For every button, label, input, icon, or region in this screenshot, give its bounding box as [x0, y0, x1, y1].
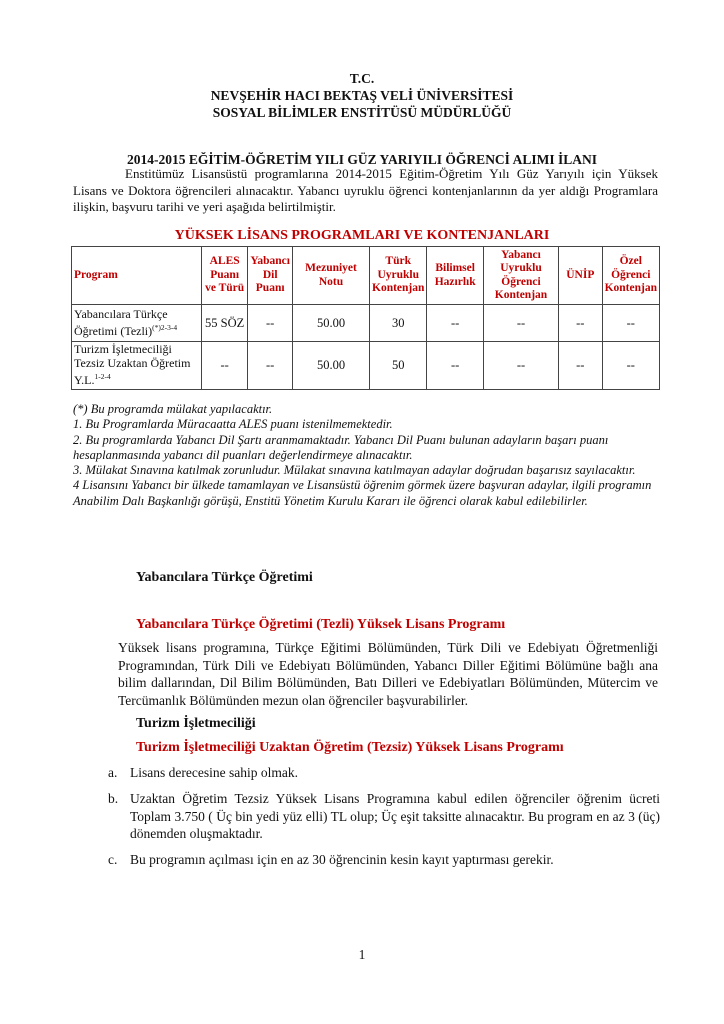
program-name: Yabancılara Türkçe Öğretimi (Tezli) — [74, 306, 168, 338]
cell-unip: -- — [559, 342, 603, 390]
col-header-special-quota: Özel Öğrenci Kontenjan — [602, 247, 659, 305]
institution-header — [0, 70, 724, 121]
list-item-label: c. — [108, 852, 118, 868]
table-header-row — [72, 247, 660, 305]
intro-paragraph — [73, 166, 658, 216]
col-header-scientific-prep: Bilimsel Hazırlık — [427, 247, 483, 305]
footnotes — [73, 402, 658, 509]
cell-ales: 55 SÖZ — [201, 305, 247, 342]
footnote: 2. Bu programlarda Yabancı Dil Şartı aranmamaktadır. Yabancı Dil Puanı bulunan adayların başarı puanı hesaplanmasında yabancı dil puanları değerlendirmeye alınacaktır. — [73, 432, 609, 462]
table-row — [72, 342, 660, 390]
col-header-ales: ALES Puanı ve Türü — [201, 247, 247, 305]
header-line-university: NEVŞEHİR HACI BEKTAŞ VELİ ÜNİVERSİTESİ — [210, 88, 514, 103]
header-line-tc: T.C. — [349, 71, 375, 86]
cell-program — [72, 305, 202, 342]
cell-special-quota: -- — [602, 305, 659, 342]
list-item — [108, 851, 660, 869]
cell-scientific-prep: -- — [427, 305, 483, 342]
cell-ales: -- — [201, 342, 247, 390]
col-header-language: Yabancı Dil Puanı — [248, 247, 293, 305]
col-header-unip: ÜNİP — [559, 247, 603, 305]
footnote: 4 Lisansını Yabancı bir ülkede tamamlayan ve Lisansüstü öğrenim görmek üzere başvuran adaylar, ilgili programın Anabilim Dalı Başkanlığı görüşü, Enstitü Yönetim Kurulu Kararı ile öğrenci olarak kabul edilebilirler. — [73, 478, 652, 508]
cell-scientific-prep: -- — [427, 342, 483, 390]
cell-graduation: 50.00 — [292, 305, 369, 342]
cell-foreign-quota: -- — [483, 305, 558, 342]
list-item-text: Uzaktan Öğretim Tezsiz Yüksek Lisans Programına kabul edilen öğrenciler öğrenim ücreti Toplam 3.750 ( Üç bin yedi yüz elli) TL olup; Üç eşit taksitte alınacaktır. Bu program en az 3 (üç) dönemden oluşmaktadır. — [130, 790, 660, 842]
list-item-text: Lisans derecesine sahip olmak. — [130, 765, 298, 780]
col-header-program: Program — [72, 247, 202, 305]
table-row — [72, 305, 660, 342]
cell-program — [72, 342, 202, 390]
program-description: Yüksek lisans programına, Türkçe Eğitimi Bölümünden, Türk Dili ve Edebiyatı Öğretmenliği Programından, Türk Dili ve Edebiyatı Bölümünden, Yabancı Diller Eğitimi Bölümüne bağlı ana bilim dallarından, Dil Bilim Bölümünden, Batı Dilleri ve Edebiyatları Bölümünden, Mütercim ve Tercümanlık Bölümünden mezun olan öğrenciler başvurabilirler. — [118, 640, 658, 708]
list-item-label: a. — [108, 765, 118, 780]
quota-table — [71, 246, 660, 390]
page-number: 1 — [358, 947, 366, 962]
list-item-text: Bu programın açılması için en az 30 öğrencinin kesin kayıt yaptırması gerekir. — [130, 852, 554, 868]
footnote: 1. Bu Programlarda Müracaatta ALES puanı istenilmemektedir. — [73, 417, 393, 432]
program-name: Turizm İşletmeciliği Tezsiz Uzaktan Öğretim Y.L. — [74, 342, 191, 387]
announcement-title: 2014-2015 EĞİTİM-ÖĞRETİM YILI GÜZ YARIYILI ÖĞRENCİ ALIMI İLANI — [127, 152, 597, 167]
cell-turkish-quota: 50 — [370, 342, 427, 390]
cell-graduation: 50.00 — [292, 342, 369, 390]
cell-foreign-quota: -- — [483, 342, 558, 390]
intro-text: Enstitümüz Lisansüstü programlarına 2014-2015 Eğitim-Öğretim Yılı Güz Yarıyılı için Yüksek Lisans ve Doktora öğrencileri alınacaktır. Yabancı uyruklu öğrenci kontenjanlarının da yer aldığı Programlara ilişkin, başvuru tarihi ve yeri aşağıda belirtilmiştir. — [73, 166, 658, 214]
col-header-foreign-quota: Yabancı Uyruklu Öğrenci Kontenjan — [483, 247, 558, 305]
section-heading-turkish-teaching: Yabancılara Türkçe Öğretimi — [136, 570, 313, 585]
section-title: YÜKSEK LİSANS PROGRAMLARI VE KONTENJANLARI — [174, 228, 550, 243]
cell-unip: -- — [559, 305, 603, 342]
program-heading-turkish-teaching: Yabancılara Türkçe Öğretimi (Tezli) Yüksek Lisans Programı — [136, 617, 506, 632]
cell-turkish-quota: 30 — [370, 305, 427, 342]
cell-language: -- — [248, 342, 293, 390]
col-header-graduation: Mezuniyet Notu — [292, 247, 369, 305]
list-item-label: b. — [108, 790, 119, 806]
program-heading-tourism: Turizm İşletmeciliği Uzaktan Öğretim (Tezsiz) Yüksek Lisans Programı — [136, 740, 564, 755]
col-header-turkish-quota: Türk Uyruklu Kontenjan — [370, 247, 427, 305]
footnote: (*) Bu programda mülakat yapılacaktır. — [73, 402, 273, 416]
footnote-ref: 1-2-4 — [94, 372, 111, 381]
footnote-ref: (*)2-3-4 — [152, 323, 178, 332]
list-item — [108, 790, 660, 843]
section-heading-tourism: Turizm İşletmeciliği — [136, 716, 256, 731]
cell-language: -- — [248, 305, 293, 342]
requirements-list — [108, 764, 660, 877]
footnote: 3. Mülakat Sınavına katılmak zorunludur. Mülakat sınavına katılmayan adaylar doğrudan başarısız sayılacaktır. — [73, 463, 636, 478]
header-line-institute: SOSYAL BİLİMLER ENSTİTÜSÜ MÜDÜRLÜĞÜ — [212, 105, 512, 120]
cell-special-quota: -- — [602, 342, 659, 390]
list-item — [108, 764, 660, 782]
